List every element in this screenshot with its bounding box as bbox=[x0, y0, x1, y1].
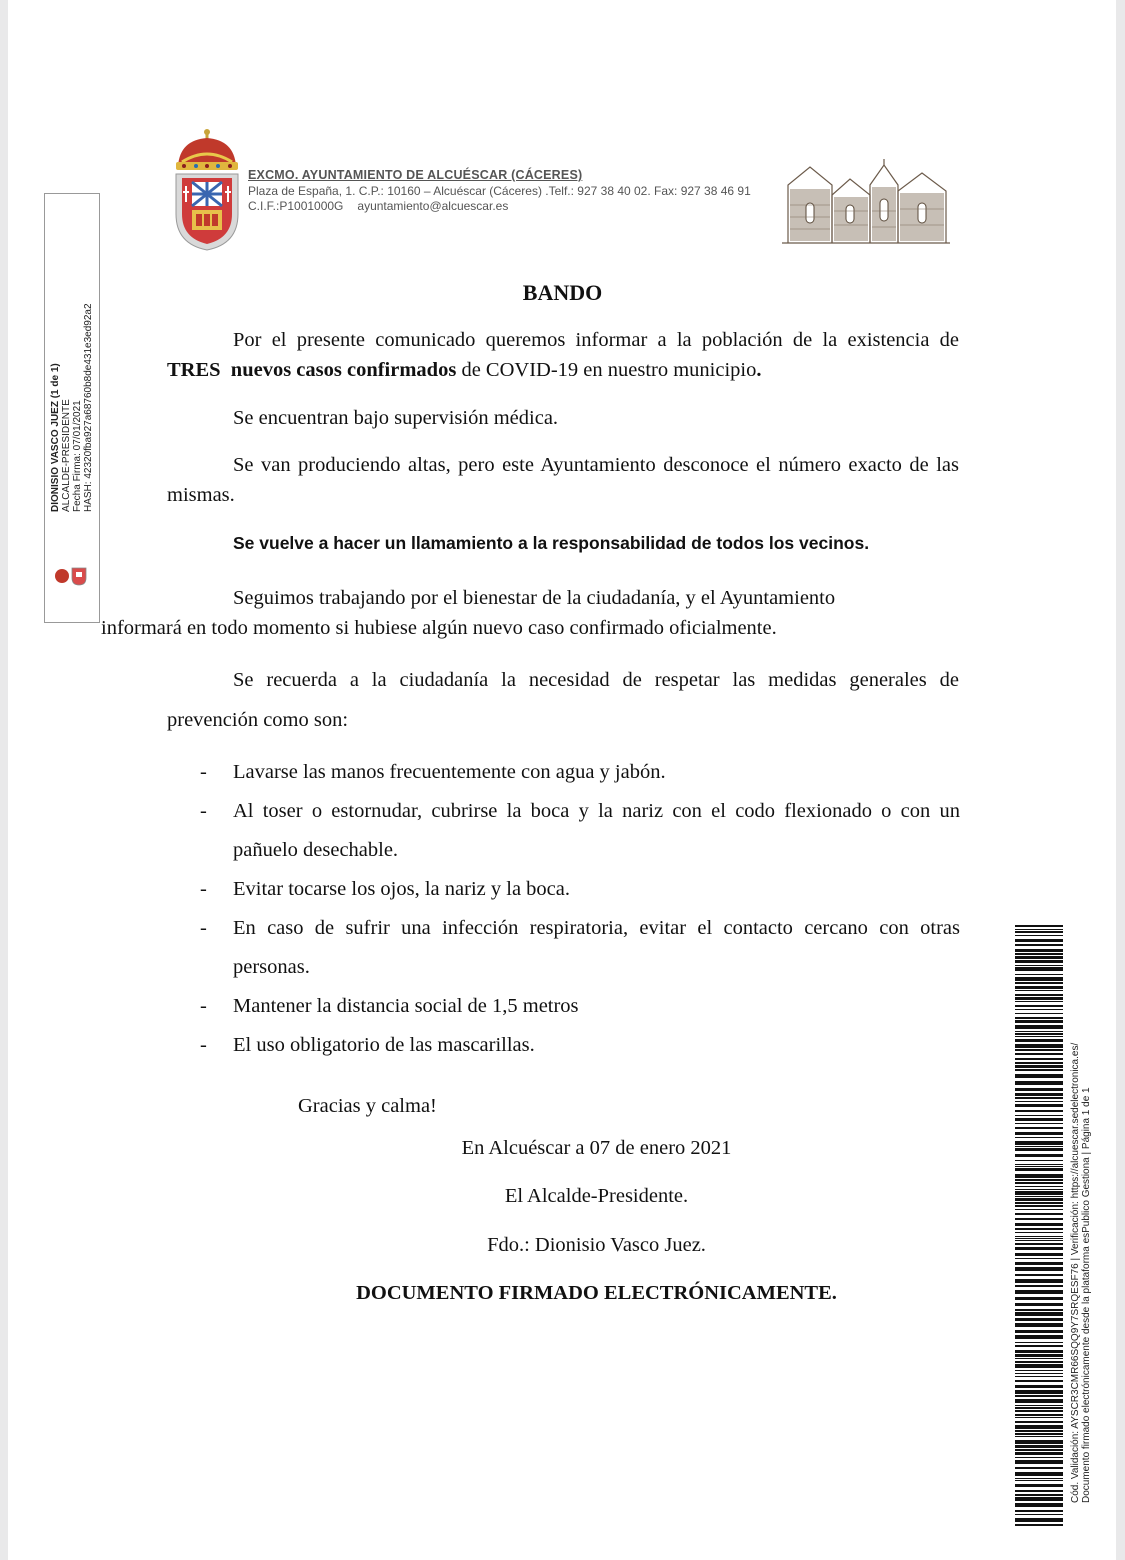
barcode-bar bbox=[1015, 1335, 1063, 1339]
barcode-bar bbox=[1015, 1395, 1063, 1397]
closing-thanks: Gracias y calma! bbox=[298, 1095, 437, 1117]
barcode-bar bbox=[1015, 1407, 1063, 1409]
barcode-bar bbox=[1015, 1361, 1063, 1363]
barcode-bar bbox=[1015, 1330, 1063, 1333]
barcode-bar bbox=[1015, 1191, 1063, 1195]
barcode-bar bbox=[1015, 967, 1063, 971]
barcode-bar bbox=[1015, 1213, 1063, 1215]
barcode-bar bbox=[1015, 1164, 1063, 1165]
barcode-bar bbox=[1015, 1232, 1063, 1233]
barcode-bar bbox=[1015, 1174, 1063, 1178]
barcode-bar bbox=[1015, 1323, 1063, 1327]
barcode-bar bbox=[1015, 1132, 1063, 1135]
list-item: - Mantener la distancia social de 1,5 metros bbox=[200, 995, 579, 1017]
barcode-bar bbox=[1015, 931, 1063, 933]
barcode-bar bbox=[1015, 974, 1063, 975]
barcode-bar bbox=[1015, 1036, 1063, 1037]
barcode-bar bbox=[1015, 1309, 1063, 1311]
paragraph-cases bbox=[167, 325, 959, 385]
barcode-bar bbox=[1015, 1452, 1063, 1455]
barcode-bar bbox=[1015, 1115, 1063, 1116]
barcode-bar bbox=[1015, 1110, 1063, 1112]
barcode-bar bbox=[1015, 1069, 1063, 1071]
barcode-bar bbox=[1015, 1146, 1063, 1147]
barcode-bar bbox=[1015, 1218, 1063, 1220]
barcode-bar bbox=[1015, 1209, 1063, 1210]
barcode-bar bbox=[1015, 1253, 1063, 1256]
barcode-bar bbox=[1015, 1290, 1063, 1294]
barcode-bar bbox=[1015, 1189, 1063, 1190]
barcode-bar bbox=[1015, 1127, 1063, 1129]
barcode-bar bbox=[1015, 1236, 1063, 1237]
barcode-bar bbox=[1015, 1490, 1063, 1492]
barcode-bar bbox=[1015, 1380, 1063, 1382]
barcode-bar bbox=[1015, 990, 1063, 991]
barcode-bar bbox=[1015, 1410, 1063, 1412]
barcode-bar bbox=[1015, 1154, 1063, 1157]
signer-name: DIONISIO VASCO JUEZ (1 de 1) bbox=[50, 363, 61, 512]
wellbeing-line-2: informará en todo momento si hubiese algún nuevo caso confirmado oficialmente. bbox=[101, 617, 777, 639]
verification-code: Cód. Validación: AYSCR3CMR66SQQ9Y7SRQESF76 | Verificación: https://alcuescar.sedelectronica.es/ bbox=[1070, 1042, 1081, 1503]
barcode-bar bbox=[1015, 1065, 1063, 1068]
cases-period: . bbox=[756, 359, 762, 381]
barcode-bar bbox=[1015, 949, 1063, 952]
signer-title: El Alcalde-Presidente. bbox=[504, 1185, 689, 1207]
barcode-bar bbox=[1015, 1342, 1063, 1343]
paragraph-supervision: Se encuentran bajo supervisión médica. bbox=[233, 407, 559, 429]
barcode-bar bbox=[1015, 1247, 1063, 1250]
barcode-bar bbox=[1015, 1031, 1063, 1032]
cases-count: TRES nuevos casos confirmados bbox=[167, 359, 457, 381]
coat-of-arms-icon bbox=[170, 126, 244, 252]
small-coat-of-arms-icon bbox=[52, 566, 88, 586]
barcode-bar bbox=[1015, 1097, 1063, 1099]
barcode-bar bbox=[1015, 1202, 1063, 1204]
list-item: - Lavarse las manos frecuentemente con agua y jabón. bbox=[200, 761, 666, 783]
barcode-bar bbox=[1015, 1445, 1063, 1448]
barcode-bar bbox=[1015, 1430, 1063, 1432]
barcode-bar bbox=[1015, 1370, 1063, 1371]
barcode-bar bbox=[1015, 1062, 1063, 1064]
list-item: - Al toser o estornudar, cubrirse la boca y la nariz con el codo flexionado o con un pañuelo desechable. bbox=[200, 800, 960, 861]
document-title: BANDO bbox=[522, 280, 603, 305]
barcode-bar bbox=[1015, 925, 1063, 927]
barcode-bar bbox=[1015, 1440, 1063, 1444]
verification-text bbox=[1070, 1043, 1092, 1503]
barcode-bar bbox=[1015, 1058, 1063, 1060]
barcode-bar bbox=[1015, 1160, 1063, 1161]
barcode-bar bbox=[1015, 1182, 1063, 1184]
barcode-bar bbox=[1015, 1417, 1063, 1418]
barcode-bar bbox=[1015, 1205, 1063, 1207]
barcode-bar bbox=[1015, 1494, 1063, 1496]
barcode-bar bbox=[1015, 994, 1063, 996]
barcode-bar bbox=[1015, 960, 1063, 963]
barcode-bar bbox=[1015, 1005, 1063, 1007]
barcode-bar bbox=[1015, 1118, 1063, 1121]
barcode-bar bbox=[1015, 1376, 1063, 1377]
barcode-bar bbox=[1015, 1238, 1063, 1239]
wellbeing-line-1: Seguimos trabajando por el bienestar de la ciudadanía, y el Ayuntamiento bbox=[233, 587, 836, 609]
barcode-bar bbox=[1015, 1405, 1063, 1406]
barcode-bar bbox=[1015, 982, 1063, 984]
barcode-bar bbox=[1015, 1223, 1063, 1226]
barcode-bar bbox=[1015, 1497, 1063, 1501]
signature-hash: HASH: 42320fba927a68760b8de431e3ed92a2 bbox=[83, 303, 94, 512]
cases-intro: Por el presente comunicado queremos informar a la población de la existencia de bbox=[233, 329, 959, 351]
barcode-bar bbox=[1015, 1267, 1063, 1271]
barcode-bar bbox=[1015, 1436, 1063, 1437]
list-item: - En caso de sufrir una infección respiratoria, evitar el contacto cercano con otras personas. bbox=[200, 917, 960, 978]
barcode-bar bbox=[1015, 1258, 1063, 1259]
barcode-bar bbox=[1015, 1460, 1063, 1464]
platform-note: Documento firmado electrónicamente desde la plataforma esPublico Gestiona | Página 1 de 1 bbox=[1081, 1087, 1092, 1503]
signature-date: Fecha Firma: 07/01/2021 bbox=[72, 400, 83, 512]
barcode-bar bbox=[1015, 1025, 1063, 1029]
org-address: Plaza de España, 1. C.P.: 10160 – Alcuéscar (Cáceres) .Telf.: 927 38 40 02. Fax: 927 38 46 91 bbox=[248, 184, 751, 198]
barcode-bar bbox=[1015, 1074, 1063, 1078]
barcode-bar bbox=[1015, 1020, 1063, 1023]
barcode-bar bbox=[1015, 956, 1063, 959]
electronic-signature-note: DOCUMENTO FIRMADO ELECTRÓNICAMENTE. bbox=[356, 1282, 837, 1304]
barcode-bar bbox=[1015, 1009, 1063, 1010]
prevention-list bbox=[200, 753, 960, 1065]
barcode-bar bbox=[1015, 1433, 1063, 1435]
cases-detail: de COVID-19 en nuestro municipio bbox=[456, 359, 757, 381]
barcode-bar bbox=[1015, 1390, 1063, 1394]
barcode-bar bbox=[1015, 965, 1063, 966]
barcode-bar bbox=[1015, 1137, 1063, 1138]
barcode-bar bbox=[1015, 1354, 1063, 1357]
barcode-bar bbox=[1015, 1297, 1063, 1300]
barcode-bar bbox=[1015, 1350, 1063, 1353]
barcode-bar bbox=[1015, 1414, 1063, 1416]
barcode-bar bbox=[1015, 1484, 1063, 1487]
paragraph-wellbeing bbox=[101, 583, 959, 643]
barcode-bar bbox=[1015, 1168, 1063, 1171]
barcode-bar bbox=[1015, 1081, 1063, 1085]
barcode-bar bbox=[1015, 1053, 1063, 1055]
barcode-bar bbox=[1015, 1141, 1063, 1145]
barcode-bar bbox=[1015, 1472, 1063, 1476]
barcode-bar bbox=[1015, 939, 1063, 942]
barcode-bar bbox=[1015, 1179, 1063, 1181]
barcode-bar bbox=[1015, 1148, 1063, 1151]
org-name: EXCMO. AYUNTAMIENTO DE ALCUÉSCAR (CÁCERES) bbox=[248, 168, 583, 182]
barcode-bar bbox=[1015, 997, 1063, 1000]
barcode-bar bbox=[1015, 1449, 1063, 1451]
barcode-bar bbox=[1015, 1262, 1063, 1265]
barcode-bar bbox=[1015, 1524, 1063, 1526]
barcode-bar bbox=[1015, 1017, 1063, 1019]
barcode-bar bbox=[1015, 953, 1063, 955]
barcode-bar bbox=[1015, 1001, 1063, 1002]
barcode-bar bbox=[1015, 929, 1063, 930]
barcode-bar bbox=[1015, 1186, 1063, 1187]
list-item: - El uso obligatorio de las mascarillas. bbox=[200, 1034, 535, 1056]
barcode-bar bbox=[1015, 1166, 1063, 1167]
barcode-bar bbox=[1015, 1478, 1063, 1479]
barcode-bar bbox=[1015, 1358, 1063, 1359]
barcode-bar bbox=[1015, 1049, 1063, 1051]
paragraph-responsibility: Se vuelve a hacer un llamamiento a la responsabilidad de todos los vecinos. bbox=[233, 533, 870, 553]
barcode-bar bbox=[1015, 1013, 1063, 1014]
barcode-bar bbox=[1015, 1198, 1063, 1201]
barcode-bar bbox=[1015, 1104, 1063, 1107]
barcode-bar bbox=[1015, 1503, 1063, 1507]
org-cif: C.I.F.:P1001000G bbox=[248, 199, 344, 213]
barcode-bar bbox=[1015, 1312, 1063, 1316]
barcode-bar bbox=[1015, 986, 1063, 989]
barcode-bar bbox=[1015, 1088, 1063, 1091]
signed-by: Fdo.: Dionisio Vasco Juez. bbox=[487, 1234, 706, 1256]
barcode-bar bbox=[1015, 977, 1063, 981]
barcode-bar bbox=[1015, 1228, 1063, 1230]
barcode-bar bbox=[1015, 1123, 1063, 1124]
barcode-bar bbox=[1015, 1345, 1063, 1347]
org-cif-email bbox=[248, 199, 508, 213]
barcode-bar bbox=[1015, 1274, 1063, 1276]
signature-text bbox=[50, 303, 94, 512]
barcode-bar bbox=[1015, 1425, 1063, 1429]
signer-role: ALCALDE-PRESIDENTE bbox=[61, 399, 72, 512]
list-item: - Evitar tocarse los ojos, la nariz y la boca. bbox=[200, 878, 570, 900]
org-email[interactable]: ayuntamiento@alcuescar.es bbox=[357, 199, 509, 213]
barcode-bar bbox=[1015, 1510, 1063, 1512]
barcode-bar bbox=[1015, 1457, 1063, 1458]
barcode-bar bbox=[1015, 1039, 1063, 1042]
barcode-bar bbox=[1015, 1385, 1063, 1388]
barcode-bar bbox=[1015, 1318, 1063, 1321]
barcode-bar bbox=[1015, 1240, 1063, 1241]
barcode-bar bbox=[1015, 1480, 1063, 1481]
barcode-bar bbox=[1015, 1467, 1063, 1469]
barcode-bar bbox=[1015, 1093, 1063, 1096]
barcode-bar bbox=[1015, 1285, 1063, 1287]
barcode-bar bbox=[1015, 1364, 1063, 1368]
barcode-bar bbox=[1015, 1514, 1063, 1515]
barcode-bar bbox=[1015, 935, 1063, 936]
barcode-bar bbox=[1015, 1518, 1063, 1522]
barcode-bar bbox=[1015, 1373, 1063, 1374]
barcode-bar bbox=[1015, 1044, 1063, 1048]
church-drawing-icon bbox=[780, 155, 952, 250]
barcode-bar bbox=[1015, 1101, 1063, 1102]
barcode-icon bbox=[1015, 925, 1065, 1530]
barcode-bar bbox=[1015, 944, 1063, 946]
place-date: En Alcuéscar a 07 de enero 2021 bbox=[461, 1137, 732, 1159]
barcode-bar bbox=[1015, 1399, 1063, 1403]
barcode-bar bbox=[1015, 1421, 1063, 1423]
barcode-bar bbox=[1015, 1303, 1063, 1306]
paragraph-discharges: Se van produciendo altas, pero este Ayuntamiento desconoce el número exacto de las mismas. bbox=[167, 454, 959, 506]
barcode-bar bbox=[1015, 1279, 1063, 1283]
barcode-bar bbox=[1015, 1243, 1063, 1245]
barcode-bar bbox=[1015, 1196, 1063, 1197]
paragraph-prevention: Se recuerda a la ciudadanía la necesidad de respetar las medidas generales de prevención como son: bbox=[167, 669, 959, 731]
barcode-bar bbox=[1015, 1033, 1063, 1035]
